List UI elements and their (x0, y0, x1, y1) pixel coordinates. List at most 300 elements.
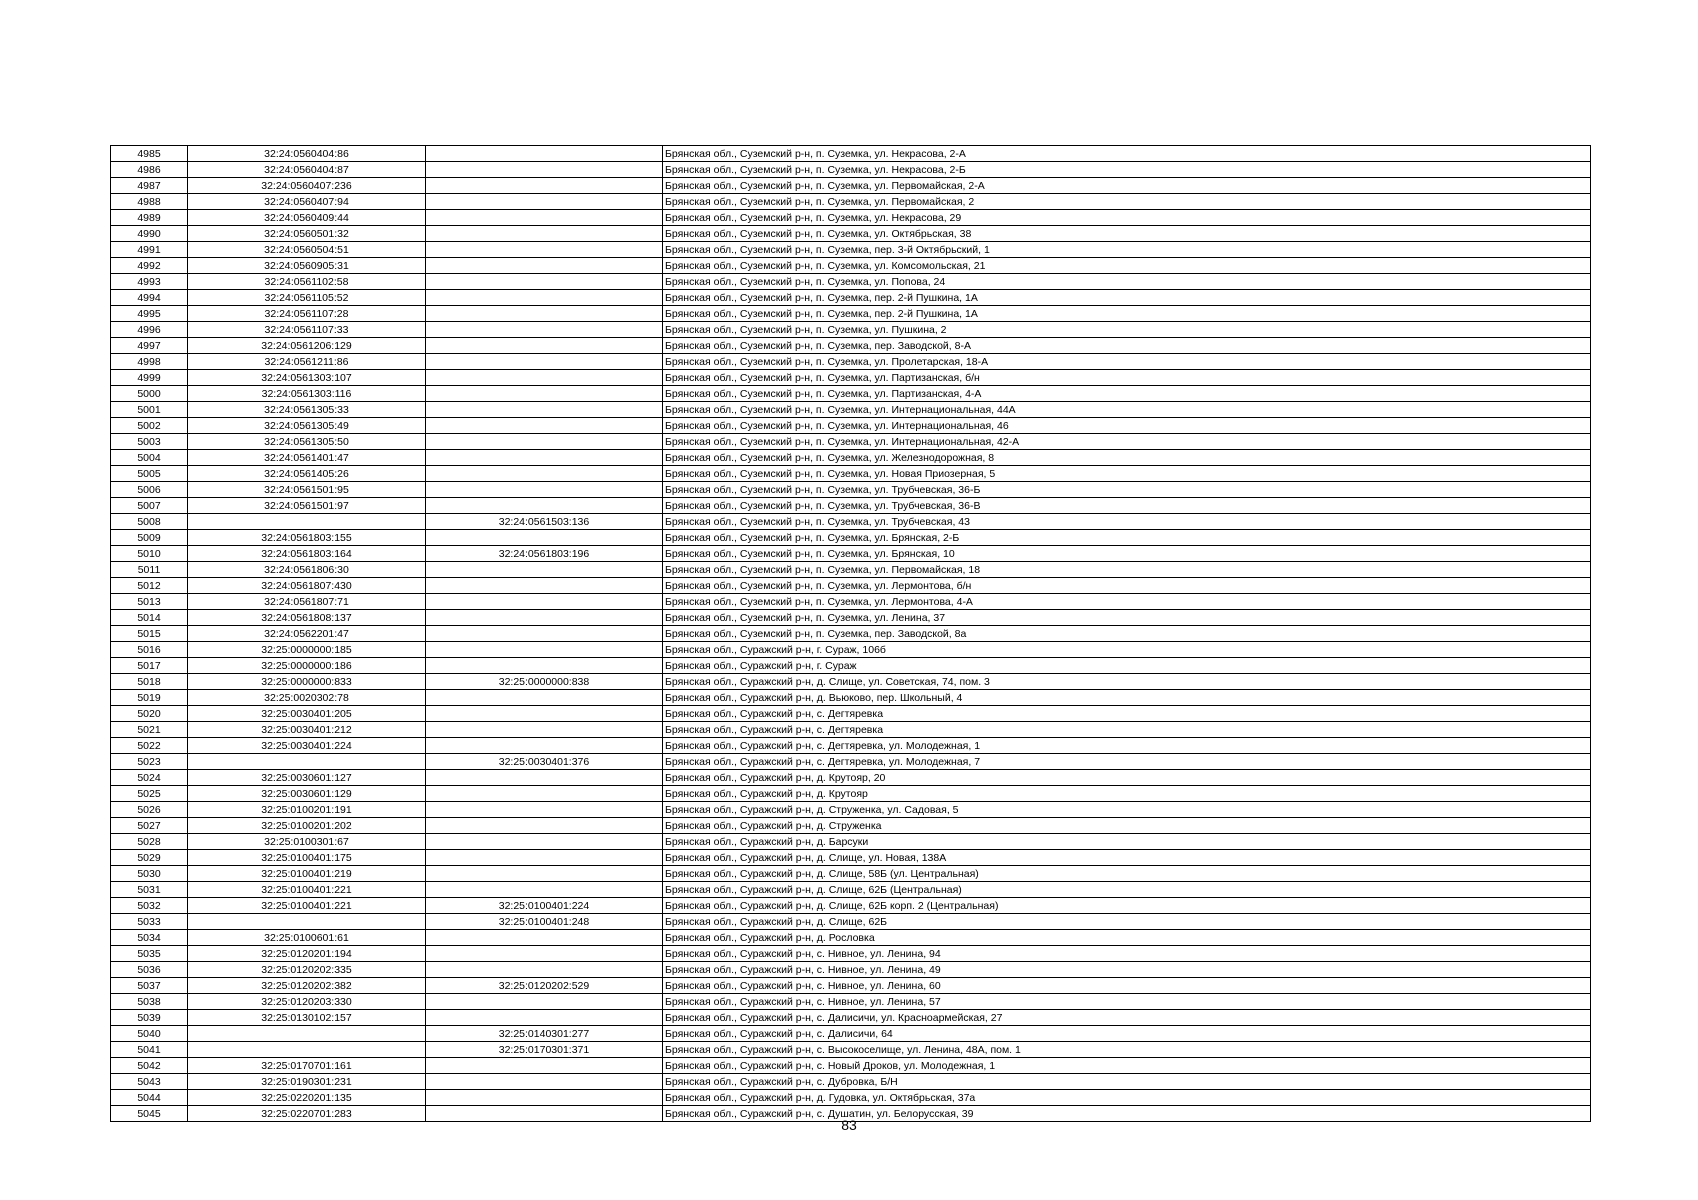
table-row (111, 386, 1591, 402)
table-row (111, 370, 1591, 386)
address-cell: Брянская обл., Суражский р-н, с. Далисичи, ул. Красноармейская, 27 (663, 1010, 1591, 1026)
related-cadastral-number-cell (426, 258, 663, 274)
table-row (111, 162, 1591, 178)
cadastral-number-cell (188, 754, 426, 770)
cadastral-number-cell: 32:24:0561401:47 (188, 450, 426, 466)
related-cadastral-number-cell (426, 194, 663, 210)
address-cell: Брянская обл., Суражский р-н, д. Крутояр (663, 786, 1591, 802)
related-cadastral-number-cell (426, 850, 663, 866)
row-number-cell: 4992 (111, 258, 188, 274)
table-row (111, 802, 1591, 818)
row-number-cell: 5018 (111, 674, 188, 690)
row-number-cell: 5011 (111, 562, 188, 578)
related-cadastral-number-cell (426, 338, 663, 354)
address-cell: Брянская обл., Суражский р-н, д. Слище, 62Б (663, 914, 1591, 930)
cadastral-number-cell: 32:24:0561305:49 (188, 418, 426, 434)
row-number-cell: 5024 (111, 770, 188, 786)
cadastral-number-cell: 32:25:0100401:175 (188, 850, 426, 866)
table-row (111, 626, 1591, 642)
table-row (111, 226, 1591, 242)
related-cadastral-number-cell (426, 658, 663, 674)
row-number-cell: 5012 (111, 578, 188, 594)
table-row (111, 578, 1591, 594)
related-cadastral-number-cell: 32:25:0100401:248 (426, 914, 663, 930)
cadastral-number-cell: 32:25:0170701:161 (188, 1058, 426, 1074)
cadastral-number-cell: 32:24:0561807:71 (188, 594, 426, 610)
row-number-cell: 5029 (111, 850, 188, 866)
row-number-cell: 5003 (111, 434, 188, 450)
cadastral-number-cell: 32:24:0561803:164 (188, 546, 426, 562)
table-row (111, 146, 1591, 162)
row-number-cell: 5042 (111, 1058, 188, 1074)
row-number-cell: 5008 (111, 514, 188, 530)
row-number-cell: 4986 (111, 162, 188, 178)
table-row (111, 690, 1591, 706)
related-cadastral-number-cell (426, 1010, 663, 1026)
related-cadastral-number-cell (426, 594, 663, 610)
row-number-cell: 5033 (111, 914, 188, 930)
table-row (111, 498, 1591, 514)
row-number-cell: 5044 (111, 1090, 188, 1106)
cadastral-number-cell: 32:25:0130102:157 (188, 1010, 426, 1026)
row-number-cell: 5010 (111, 546, 188, 562)
row-number-cell: 4988 (111, 194, 188, 210)
cadastral-number-cell: 32:24:0561105:52 (188, 290, 426, 306)
related-cadastral-number-cell (426, 562, 663, 578)
cadastral-number-cell: 32:24:0561211:86 (188, 354, 426, 370)
row-number-cell: 4996 (111, 322, 188, 338)
cadastral-number-cell: 32:25:0100301:67 (188, 834, 426, 850)
cadastral-number-cell: 32:24:0561808:137 (188, 610, 426, 626)
table-row (111, 514, 1591, 530)
row-number-cell: 5031 (111, 882, 188, 898)
related-cadastral-number-cell (426, 690, 663, 706)
related-cadastral-number-cell (426, 466, 663, 482)
cadastral-number-cell: 32:24:0561405:26 (188, 466, 426, 482)
address-cell: Брянская обл., Суземский р-н, п. Суземка, ул. Железнодорожная, 8 (663, 450, 1591, 466)
address-cell: Брянская обл., Суземский р-н, п. Суземка, ул. Трубчевская, 36-В (663, 498, 1591, 514)
related-cadastral-number-cell (426, 242, 663, 258)
related-cadastral-number-cell: 32:25:0170301:371 (426, 1042, 663, 1058)
address-cell: Брянская обл., Суражский р-н, д. Струженка, ул. Садовая, 5 (663, 802, 1591, 818)
related-cadastral-number-cell (426, 642, 663, 658)
address-cell: Брянская обл., Суземский р-н, п. Суземка, пер. Заводской, 8-А (663, 338, 1591, 354)
row-number-cell: 5027 (111, 818, 188, 834)
address-cell: Брянская обл., Суражский р-н, д. Слище, 58Б (ул. Центральная) (663, 866, 1591, 882)
table-row (111, 546, 1591, 562)
row-number-cell: 5019 (111, 690, 188, 706)
cadastral-number-cell: 32:25:0000000:186 (188, 658, 426, 674)
address-cell: Брянская обл., Суземский р-н, п. Суземка, ул. Ленина, 37 (663, 610, 1591, 626)
row-number-cell: 5005 (111, 466, 188, 482)
table-row (111, 898, 1591, 914)
address-cell: Брянская обл., Суземский р-н, п. Суземка, ул. Некрасова, 2-А (663, 146, 1591, 162)
table-row (111, 482, 1591, 498)
cadastral-number-cell: 32:24:0561501:95 (188, 482, 426, 498)
address-cell: Брянская обл., Суземский р-н, п. Суземка, ул. Трубчевская, 36-Б (663, 482, 1591, 498)
table-row (111, 1010, 1591, 1026)
address-cell: Брянская обл., Суражский р-н, с. Новый Дроков, ул. Молодежная, 1 (663, 1058, 1591, 1074)
row-number-cell: 5006 (111, 482, 188, 498)
cadastral-number-cell: 32:25:0030601:127 (188, 770, 426, 786)
address-cell: Брянская обл., Суземский р-н, п. Суземка, ул. Брянская, 2-Б (663, 530, 1591, 546)
cadastral-number-cell: 32:24:0561803:155 (188, 530, 426, 546)
related-cadastral-number-cell: 32:24:0561503:136 (426, 514, 663, 530)
cadastral-number-cell: 32:24:0561206:129 (188, 338, 426, 354)
address-cell: Брянская обл., Суражский р-н, с. Нивное, ул. Ленина, 49 (663, 962, 1591, 978)
address-cell: Брянская обл., Суражский р-н, с. Высокоселище, ул. Ленина, 48А, пом. 1 (663, 1042, 1591, 1058)
related-cadastral-number-cell (426, 1074, 663, 1090)
related-cadastral-number-cell (426, 274, 663, 290)
cadastral-number-cell: 32:25:0100401:219 (188, 866, 426, 882)
cadastral-number-cell: 32:24:0560905:31 (188, 258, 426, 274)
related-cadastral-number-cell (426, 738, 663, 754)
cadastral-number-cell: 32:24:0561107:33 (188, 322, 426, 338)
address-cell: Брянская обл., Суражский р-н, д. Рословка (663, 930, 1591, 946)
cadastral-number-cell: 32:24:0561107:28 (188, 306, 426, 322)
related-cadastral-number-cell (426, 498, 663, 514)
cadastral-number-cell: 32:25:0120201:194 (188, 946, 426, 962)
table-row (111, 962, 1591, 978)
row-number-cell: 5007 (111, 498, 188, 514)
table-row (111, 354, 1591, 370)
related-cadastral-number-cell (426, 402, 663, 418)
address-cell: Брянская обл., Суражский р-н, д. Слище, 62Б корп. 2 (Центральная) (663, 898, 1591, 914)
table-row (111, 530, 1591, 546)
related-cadastral-number-cell (426, 818, 663, 834)
row-number-cell: 5026 (111, 802, 188, 818)
cadastral-number-cell (188, 1026, 426, 1042)
row-number-cell: 4989 (111, 210, 188, 226)
cadastral-number-cell: 32:25:0020302:78 (188, 690, 426, 706)
row-number-cell: 4993 (111, 274, 188, 290)
cadastral-number-cell: 32:24:0560409:44 (188, 210, 426, 226)
row-number-cell: 5001 (111, 402, 188, 418)
address-cell: Брянская обл., Суземский р-н, п. Суземка, ул. Пролетарская, 18-А (663, 354, 1591, 370)
cadastral-number-cell: 32:25:0100401:221 (188, 882, 426, 898)
related-cadastral-number-cell (426, 210, 663, 226)
address-cell: Брянская обл., Суражский р-н, с. Дегтяревка (663, 722, 1591, 738)
cadastral-number-cell: 32:25:0000000:185 (188, 642, 426, 658)
address-cell: Брянская обл., Суземский р-н, п. Суземка, ул. Интернациональная, 44А (663, 402, 1591, 418)
related-cadastral-number-cell (426, 722, 663, 738)
address-cell: Брянская обл., Суражский р-н, д. Слище, 62Б (Центральная) (663, 882, 1591, 898)
cadastral-number-cell: 32:24:0560404:86 (188, 146, 426, 162)
table-row (111, 194, 1591, 210)
related-cadastral-number-cell (426, 386, 663, 402)
cadastral-number-cell: 32:25:0030601:129 (188, 786, 426, 802)
row-number-cell: 4999 (111, 370, 188, 386)
address-cell: Брянская обл., Суземский р-н, п. Суземка, ул. Некрасова, 29 (663, 210, 1591, 226)
table-row (111, 866, 1591, 882)
related-cadastral-number-cell (426, 610, 663, 626)
cadastral-number-cell: 32:25:0030401:205 (188, 706, 426, 722)
address-cell: Брянская обл., Суражский р-н, д. Гудовка, ул. Октябрьская, 37а (663, 1090, 1591, 1106)
address-cell: Брянская обл., Суземский р-н, п. Суземка, ул. Комсомольская, 21 (663, 258, 1591, 274)
address-cell: Брянская обл., Суземский р-н, п. Суземка, ул. Пушкина, 2 (663, 322, 1591, 338)
address-cell: Брянская обл., Суражский р-н, с. Нивное, ул. Ленина, 94 (663, 946, 1591, 962)
table-row (111, 642, 1591, 658)
registry-table-body (111, 146, 1591, 1122)
table-row (111, 178, 1591, 194)
cadastral-number-cell: 32:25:0120202:335 (188, 962, 426, 978)
table-row (111, 258, 1591, 274)
related-cadastral-number-cell: 32:25:0100401:224 (426, 898, 663, 914)
related-cadastral-number-cell: 32:25:0000000:838 (426, 674, 663, 690)
related-cadastral-number-cell (426, 770, 663, 786)
address-cell: Брянская обл., Суражский р-н, д. Барсуки (663, 834, 1591, 850)
table-row (111, 978, 1591, 994)
cadastral-number-cell: 32:24:0560407:94 (188, 194, 426, 210)
table-row (111, 1074, 1591, 1090)
table-row (111, 402, 1591, 418)
cadastral-number-cell: 32:25:0030401:224 (188, 738, 426, 754)
table-row (111, 210, 1591, 226)
table-row (111, 274, 1591, 290)
address-cell: Брянская обл., Суражский р-н, г. Сураж (663, 658, 1591, 674)
table-row (111, 322, 1591, 338)
table-row (111, 242, 1591, 258)
table-row (111, 1090, 1591, 1106)
cadastral-number-cell: 32:24:0561303:116 (188, 386, 426, 402)
row-number-cell: 5034 (111, 930, 188, 946)
cadastral-number-cell: 32:24:0562201:47 (188, 626, 426, 642)
address-cell: Брянская обл., Суземский р-н, п. Суземка, ул. Партизанская, 4-А (663, 386, 1591, 402)
table-row (111, 706, 1591, 722)
address-cell: Брянская обл., Суражский р-н, с. Дегтяревка (663, 706, 1591, 722)
related-cadastral-number-cell (426, 146, 663, 162)
row-number-cell: 4997 (111, 338, 188, 354)
cadastral-number-cell: 32:24:0561806:30 (188, 562, 426, 578)
row-number-cell: 4987 (111, 178, 188, 194)
related-cadastral-number-cell (426, 866, 663, 882)
cadastral-number-cell: 32:24:0561303:107 (188, 370, 426, 386)
cadastral-number-cell (188, 914, 426, 930)
related-cadastral-number-cell (426, 626, 663, 642)
related-cadastral-number-cell (426, 802, 663, 818)
registry-table-container (110, 145, 1590, 1122)
row-number-cell: 4985 (111, 146, 188, 162)
row-number-cell: 5032 (111, 898, 188, 914)
related-cadastral-number-cell (426, 418, 663, 434)
row-number-cell: 5037 (111, 978, 188, 994)
row-number-cell: 5040 (111, 1026, 188, 1042)
address-cell: Брянская обл., Суражский р-н, с. Нивное, ул. Ленина, 60 (663, 978, 1591, 994)
page-number: 83 (841, 1117, 857, 1133)
cadastral-number-cell: 32:25:0100201:202 (188, 818, 426, 834)
cadastral-number-cell (188, 1042, 426, 1058)
table-row (111, 818, 1591, 834)
address-cell: Брянская обл., Суражский р-н, с. Дубровка, Б/Н (663, 1074, 1591, 1090)
address-cell: Брянская обл., Суземский р-н, п. Суземка, ул. Некрасова, 2-Б (663, 162, 1591, 178)
related-cadastral-number-cell (426, 834, 663, 850)
address-cell: Брянская обл., Суземский р-н, п. Суземка, ул. Трубчевская, 43 (663, 514, 1591, 530)
cadastral-number-cell: 32:25:0220701:283 (188, 1106, 426, 1122)
cadastral-number-cell: 32:24:0561807:430 (188, 578, 426, 594)
table-row (111, 770, 1591, 786)
row-number-cell: 5004 (111, 450, 188, 466)
row-number-cell: 5025 (111, 786, 188, 802)
address-cell: Брянская обл., Суземский р-н, п. Суземка, ул. Лермонтова, б/н (663, 578, 1591, 594)
address-cell: Брянская обл., Суражский р-н, д. Слище, ул. Новая, 138А (663, 850, 1591, 866)
row-number-cell: 5002 (111, 418, 188, 434)
row-number-cell: 5030 (111, 866, 188, 882)
row-number-cell: 5023 (111, 754, 188, 770)
table-row (111, 434, 1591, 450)
row-number-cell: 5015 (111, 626, 188, 642)
address-cell: Брянская обл., Суземский р-н, п. Суземка, пер. 3-й Октябрьский, 1 (663, 242, 1591, 258)
related-cadastral-number-cell (426, 930, 663, 946)
related-cadastral-number-cell (426, 370, 663, 386)
address-cell: Брянская обл., Суземский р-н, п. Суземка, ул. Новая Приозерная, 5 (663, 466, 1591, 482)
address-cell: Брянская обл., Суражский р-н, с. Душатин, ул. Белорусская, 39 (663, 1106, 1591, 1122)
cadastral-number-cell: 32:25:0190301:231 (188, 1074, 426, 1090)
row-number-cell: 4990 (111, 226, 188, 242)
table-row (111, 882, 1591, 898)
cadastral-number-cell: 32:24:0560407:236 (188, 178, 426, 194)
table-row (111, 946, 1591, 962)
address-cell: Брянская обл., Суземский р-н, п. Суземка, ул. Первомайская, 2-А (663, 178, 1591, 194)
related-cadastral-number-cell (426, 962, 663, 978)
row-number-cell: 4991 (111, 242, 188, 258)
row-number-cell: 4994 (111, 290, 188, 306)
table-row (111, 418, 1591, 434)
related-cadastral-number-cell (426, 578, 663, 594)
row-number-cell: 5014 (111, 610, 188, 626)
address-cell: Брянская обл., Суражский р-н, д. Крутояр, 20 (663, 770, 1591, 786)
address-cell: Брянская обл., Суражский р-н, д. Струженка (663, 818, 1591, 834)
cadastral-number-cell: 32:24:0561305:33 (188, 402, 426, 418)
related-cadastral-number-cell (426, 434, 663, 450)
row-number-cell: 5036 (111, 962, 188, 978)
address-cell: Брянская обл., Суражский р-н, с. Дегтяревка, ул. Молодежная, 1 (663, 738, 1591, 754)
table-row (111, 722, 1591, 738)
row-number-cell: 5013 (111, 594, 188, 610)
row-number-cell: 5016 (111, 642, 188, 658)
table-row (111, 754, 1591, 770)
cadastral-number-cell: 32:25:0030401:212 (188, 722, 426, 738)
related-cadastral-number-cell (426, 882, 663, 898)
related-cadastral-number-cell (426, 322, 663, 338)
address-cell: Брянская обл., Суземский р-н, п. Суземка, ул. Лермонтова, 4-А (663, 594, 1591, 610)
row-number-cell: 5039 (111, 1010, 188, 1026)
address-cell: Брянская обл., Суражский р-н, д. Слище, ул. Советская, 74, пом. 3 (663, 674, 1591, 690)
related-cadastral-number-cell: 32:25:0140301:277 (426, 1026, 663, 1042)
table-row (111, 290, 1591, 306)
table-row (111, 658, 1591, 674)
related-cadastral-number-cell (426, 706, 663, 722)
related-cadastral-number-cell: 32:25:0120202:529 (426, 978, 663, 994)
cadastral-number-cell: 32:25:0100401:221 (188, 898, 426, 914)
row-number-cell: 5043 (111, 1074, 188, 1090)
table-row (111, 786, 1591, 802)
cadastral-number-cell: 32:25:0000000:833 (188, 674, 426, 690)
row-number-cell: 5045 (111, 1106, 188, 1122)
address-cell: Брянская обл., Суземский р-н, п. Суземка, ул. Интернациональная, 42-А (663, 434, 1591, 450)
table-row (111, 674, 1591, 690)
row-number-cell: 4998 (111, 354, 188, 370)
cadastral-number-cell: 32:25:0220201:135 (188, 1090, 426, 1106)
row-number-cell: 5038 (111, 994, 188, 1010)
row-number-cell: 5017 (111, 658, 188, 674)
table-row (111, 562, 1591, 578)
row-number-cell: 5020 (111, 706, 188, 722)
related-cadastral-number-cell (426, 1090, 663, 1106)
address-cell: Брянская обл., Суземский р-н, п. Суземка, ул. Первомайская, 18 (663, 562, 1591, 578)
address-cell: Брянская обл., Суземский р-н, п. Суземка, ул. Партизанская, б/н (663, 370, 1591, 386)
related-cadastral-number-cell (426, 1058, 663, 1074)
table-row (111, 594, 1591, 610)
address-cell: Брянская обл., Суземский р-н, п. Суземка, ул. Интернациональная, 46 (663, 418, 1591, 434)
related-cadastral-number-cell (426, 482, 663, 498)
related-cadastral-number-cell (426, 946, 663, 962)
row-number-cell: 5000 (111, 386, 188, 402)
address-cell: Брянская обл., Суземский р-н, п. Суземка, ул. Октябрьская, 38 (663, 226, 1591, 242)
table-row (111, 338, 1591, 354)
related-cadastral-number-cell (426, 290, 663, 306)
related-cadastral-number-cell (426, 450, 663, 466)
table-row (111, 994, 1591, 1010)
address-cell: Брянская обл., Суземский р-н, п. Суземка, пер. Заводской, 8а (663, 626, 1591, 642)
address-cell: Брянская обл., Суземский р-н, п. Суземка, ул. Попова, 24 (663, 274, 1591, 290)
table-row (111, 930, 1591, 946)
related-cadastral-number-cell: 32:24:0561803:196 (426, 546, 663, 562)
row-number-cell: 5021 (111, 722, 188, 738)
related-cadastral-number-cell (426, 178, 663, 194)
table-row (111, 306, 1591, 322)
address-cell: Брянская обл., Суземский р-н, п. Суземка, пер. 2-й Пушкина, 1А (663, 290, 1591, 306)
cadastral-number-cell: 32:24:0561305:50 (188, 434, 426, 450)
cadastral-number-cell (188, 514, 426, 530)
cadastral-number-cell: 32:24:0560404:87 (188, 162, 426, 178)
table-row (111, 1058, 1591, 1074)
table-row (111, 1042, 1591, 1058)
related-cadastral-number-cell (426, 994, 663, 1010)
cadastral-number-cell: 32:25:0100601:61 (188, 930, 426, 946)
cadastral-number-cell: 32:24:0560504:51 (188, 242, 426, 258)
related-cadastral-number-cell (426, 162, 663, 178)
cadastral-number-cell: 32:24:0561501:97 (188, 498, 426, 514)
cadastral-number-cell: 32:25:0120203:330 (188, 994, 426, 1010)
address-cell: Брянская обл., Суражский р-н, с. Дегтяревка, ул. Молодежная, 7 (663, 754, 1591, 770)
row-number-cell: 5035 (111, 946, 188, 962)
row-number-cell: 4995 (111, 306, 188, 322)
row-number-cell: 5009 (111, 530, 188, 546)
table-row (111, 738, 1591, 754)
related-cadastral-number-cell (426, 306, 663, 322)
table-row (111, 466, 1591, 482)
cadastral-number-cell: 32:25:0100201:191 (188, 802, 426, 818)
address-cell: Брянская обл., Суземский р-н, п. Суземка, ул. Первомайская, 2 (663, 194, 1591, 210)
table-row (111, 1026, 1591, 1042)
row-number-cell: 5022 (111, 738, 188, 754)
table-row (111, 610, 1591, 626)
address-cell: Брянская обл., Суражский р-н, д. Вьюково, пер. Школьный, 4 (663, 690, 1591, 706)
row-number-cell: 5041 (111, 1042, 188, 1058)
related-cadastral-number-cell (426, 354, 663, 370)
registry-table (110, 145, 1591, 1122)
row-number-cell: 5028 (111, 834, 188, 850)
related-cadastral-number-cell (426, 226, 663, 242)
address-cell: Брянская обл., Суражский р-н, с. Далисичи, 64 (663, 1026, 1591, 1042)
address-cell: Брянская обл., Суземский р-н, п. Суземка, ул. Брянская, 10 (663, 546, 1591, 562)
related-cadastral-number-cell: 32:25:0030401:376 (426, 754, 663, 770)
address-cell: Брянская обл., Суражский р-н, с. Нивное, ул. Ленина, 57 (663, 994, 1591, 1010)
table-row (111, 850, 1591, 866)
cadastral-number-cell: 32:24:0560501:32 (188, 226, 426, 242)
table-row (111, 450, 1591, 466)
address-cell: Брянская обл., Суражский р-н, г. Сураж, 106б (663, 642, 1591, 658)
